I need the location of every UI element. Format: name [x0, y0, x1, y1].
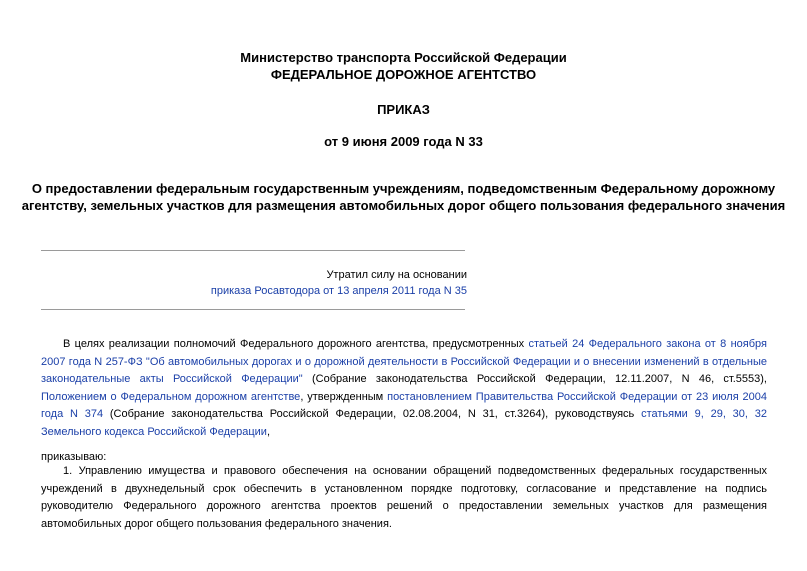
government-decree-link[interactable]: постановлением Правительства Российской Федерации от 23 июля 2004 года N 374 [41, 390, 767, 420]
lost-force-basis-link[interactable]: приказа Росавтодора от 13 апреля 2011 года N 35 [210, 285, 467, 297]
order-item-1: 1. Управлению имущества и правового обеспечения на основании обращений подведомственных федеральных государственных учреждений в двухнедельный срок обеспечить в установленном порядке подготовку, согласование и представление на подпись руководителю Федерального дорожного агентства проектов решений о предоставлении земельных участков для размещения автомобильных дорог общего пользования федерального значения. [41, 465, 767, 530]
federal-law-link[interactable]: статьей 24 Федерального закона от 8 ноября 2007 года N 257-ФЗ "Об автомобильных дорогах и о дорожной деятельности в Российской Федерации и о внесении изменений в отдельные законодательные акты Российской Федерации" [41, 338, 767, 385]
ministry-name: Министерство транспорта Российской Федерации [240, 50, 567, 65]
document-type: ПРИКАЗ [377, 102, 430, 117]
agency-name: ФЕДЕРАЛЬНОЕ ДОРОЖНОЕ АГЕНТСТВО [270, 67, 537, 82]
preamble-paragraph [41, 336, 767, 441]
preamble-text-1: В целях реализации полномочий Федерального дорожного агентства, предусмотренных [63, 338, 529, 350]
divider-bottom [41, 309, 465, 310]
preamble-text-2: (Собрание законодательства Российской Федерации, 12.11.2007, N 46, ст.5553), [302, 373, 767, 385]
land-code-link[interactable]: статьями 9, 29, 30, 32 Земельного кодекса Российской Федерации [41, 408, 767, 438]
order-word: приказываю: [41, 451, 107, 463]
preamble-text-3: , утвержденным [300, 390, 388, 403]
document-subject: О предоставлении федеральным государственным учреждениям, подведомственным Федеральному дорожному агентству, земельных участков для размещения автомобильных дорог общего пользования федерального значения [21, 181, 786, 213]
document-date-number: от 9 июня 2009 года N 33 [324, 134, 483, 149]
preamble-text-5: , [266, 425, 270, 438]
divider-top [41, 250, 465, 251]
agency-regulation-link[interactable]: Положением о Федеральном дорожном агентстве [41, 390, 301, 403]
lost-force-note: Утратил силу на основании [326, 269, 467, 281]
preamble-text-4: (Собрание законодательства Российской Федерации, 02.08.2004, N 31, ст.3264), руководствуясь [103, 408, 642, 420]
